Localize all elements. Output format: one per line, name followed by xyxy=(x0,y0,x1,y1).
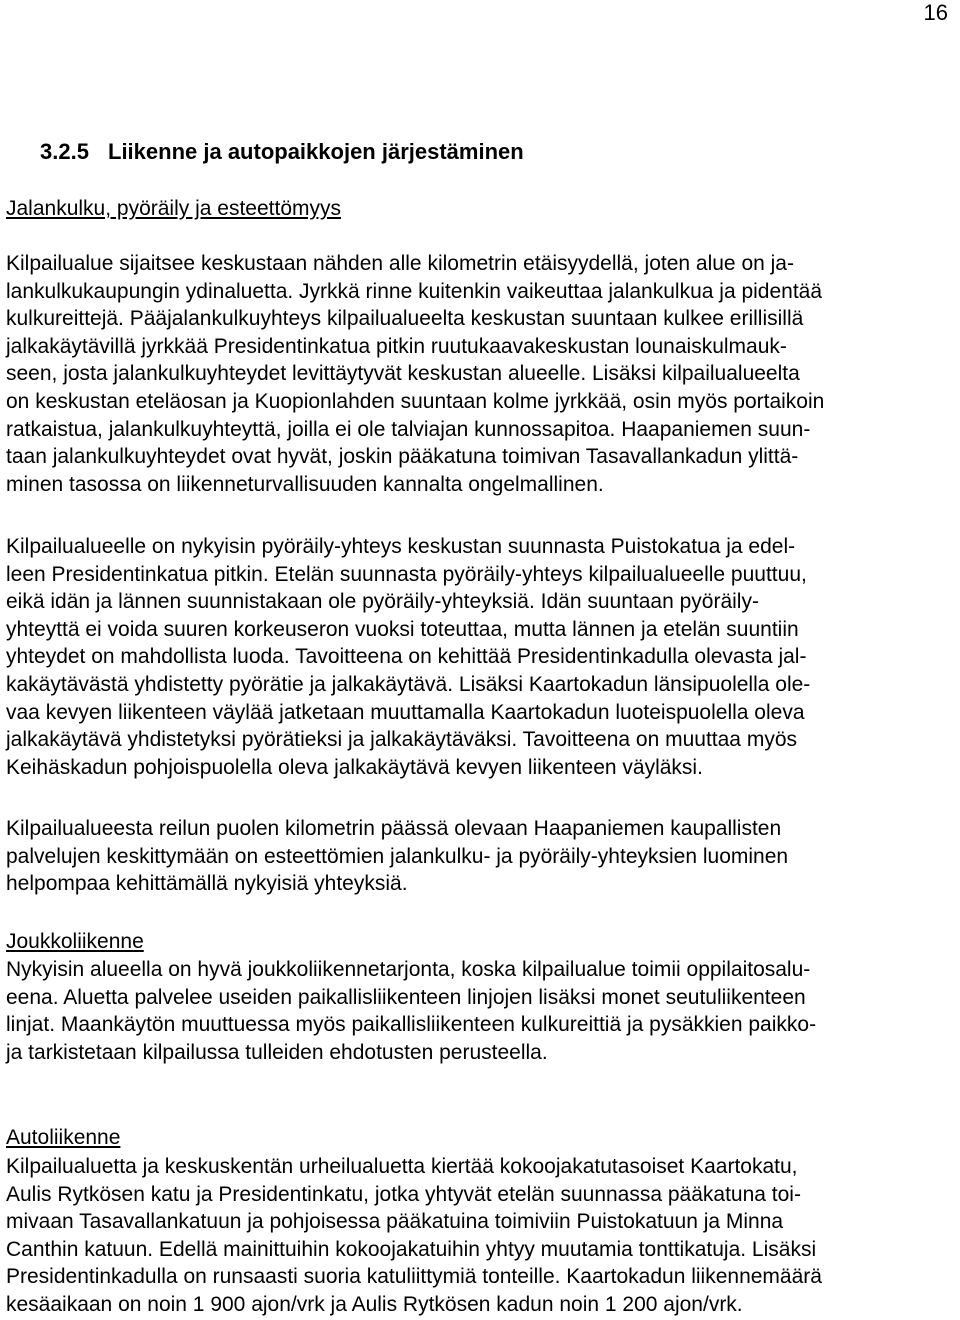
subheading-cars: Autoliikenne xyxy=(6,1126,121,1149)
text-line: linjat. Maankäytön muuttuessa myös paikallisliikenteen kulkureittiä ja pysäkkien paikko- xyxy=(6,1013,817,1037)
text-line: on keskustan eteläosan ja Kuopionlahden suuntaan kolme jyrkkää, osin myös portaikoin xyxy=(6,389,825,413)
text-line: ja tarkistetaan kilpailussa tulleiden ehdotusten perusteella. xyxy=(6,1040,548,1064)
text-line: kesäaikaan on noin 1 900 ajon/vrk ja Aulis Rytkösen kadun noin 1 200 ajon/vrk. xyxy=(6,1292,743,1316)
subheading-walking: Jalankulku, pyöräily ja esteettömyys xyxy=(6,197,341,220)
paragraph-cycling xyxy=(6,533,956,781)
text-line: Canthin katuun. Edellä mainittuihin kokoojakatuihin yhtyy muutamia tonttikatuja. Lisäksi xyxy=(6,1237,817,1261)
section-number: 3.2.5 xyxy=(40,139,89,164)
text-line: minen tasossa on liikenneturvallisuuden kannalta ongelmallinen. xyxy=(6,472,604,496)
text-line: yhteydet on mahdollista luoda. Tavoitteena on kehittää Presidentinkadulla olevasta jal- xyxy=(6,645,807,669)
text-line: mivaan Tasavallankatuun ja pohjoisessa pääkatuina toimiviin Puistokatuun ja Minna xyxy=(6,1210,784,1234)
text-line: palvelujen keskittymään on esteettömien jalankulku- ja pyöräily-yhteyksien luominen xyxy=(6,844,789,868)
text-line: eikä idän ja lännen suunnistakaan ole pyöräily-yhteyksiä. Idän suuntaan pyöräily- xyxy=(6,590,759,614)
text-line: Aulis Rytkösen katu ja Presidentinkatu, jotka yhtyvät etelän suunnassa pääkatuna toi- xyxy=(6,1182,801,1206)
text-line: kulkureittejä. Pääjalankulkuyhteys kilpailualueelta keskustan suuntaan kulkee erillisillä xyxy=(6,307,804,331)
text-line: jalkakäytävä yhdistetyksi pyörätieksi ja jalkakäytäväksi. Tavoitteena on muuttaa myös xyxy=(6,728,797,752)
page-number: 16 xyxy=(923,0,948,25)
text-line: leen Presidentinkatua pitkin. Etelän suunnasta pyöräily-yhteys kilpailualueelle puuttuu, xyxy=(6,562,807,586)
text-line: helpompaa kehittämällä nykyisiä yhteyksiä. xyxy=(6,872,408,896)
text-line: ratkaistua, jalankulkuyhteyttä, joilla ei ole talviajan kunnossapitoa. Haapaniemen suun- xyxy=(6,417,811,441)
text-line: Kilpailualuetta ja keskuskentän urheilualuetta kiertää kokoojakatutasoiset Kaartokatu, xyxy=(6,1155,798,1178)
subheading-transit: Joukkoliikenne xyxy=(6,930,144,953)
text-line: jalkakäytävillä jyrkkää Presidentinkatua pitkin ruutukaavakeskustan lounaiskulmauk- xyxy=(6,334,787,358)
text-line: taan jalankulkuyhteydet ovat hyvät, joskin pääkatuna toimivan Tasavallankadun ylittä- xyxy=(6,445,799,469)
paragraph-walking xyxy=(6,250,956,498)
text-line: Kilpailualueelle on nykyisin pyöräily-yhteys keskustan suunnasta Puistokatua ja edel- xyxy=(6,535,796,558)
text-line: Presidentinkadulla on runsaasti suoria katuliittymiä tonteille. Kaartokadun liikennemäärä xyxy=(6,1265,822,1289)
section-heading xyxy=(40,138,524,166)
text-line: seen, josta jalankulkuyhteydet levittäytyvät keskustan alueelle. Lisäksi kilpailualueelta xyxy=(6,362,800,386)
text-line: Kilpailualue sijaitsee keskustaan nähden alle kilometrin etäisyydellä, joten alue on ja- xyxy=(6,252,794,275)
text-line: Kilpailualueesta reilun puolen kilometrin päässä olevaan Haapaniemen kaupallisten xyxy=(6,817,782,840)
text-line: vaa kevyen liikenteen väylää jatketaan muuttamalla Kaartokadun luoteispuolella oleva xyxy=(6,700,805,724)
text-line: Keihäskadun pohjoispuolella oleva jalkakäytävä kevyen liikenteen väyläksi. xyxy=(6,755,703,779)
paragraph-transit xyxy=(6,956,956,1066)
text-line: eena. Aluetta palvelee useiden paikallisliikenteen linjojen lisäksi monet seutuliikenteen xyxy=(6,985,806,1009)
section-title: Liikenne ja autopaikkojen järjestäminen xyxy=(108,139,524,164)
text-line: lankulkukaupungin ydinaluetta. Jyrkkä rinne kuitenkin vaikeuttaa jalankulkua ja pidentää xyxy=(6,279,823,303)
paragraph-cars xyxy=(6,1153,956,1319)
text-line: yhteyttä ei voida suuren korkeuseron vuoksi toteuttaa, mutta lännen ja etelän suuntiin xyxy=(6,617,799,641)
text-line: Nykyisin alueella on hyvä joukkoliikennetarjonta, koska kilpailualue toimii oppilaitosalu- xyxy=(6,958,811,981)
paragraph-haapaniemi xyxy=(6,815,956,898)
text-line: kakäytävästä yhdistetty pyörätie ja jalkakäytävä. Lisäksi Kaartokadun länsipuolella ole- xyxy=(6,672,811,696)
